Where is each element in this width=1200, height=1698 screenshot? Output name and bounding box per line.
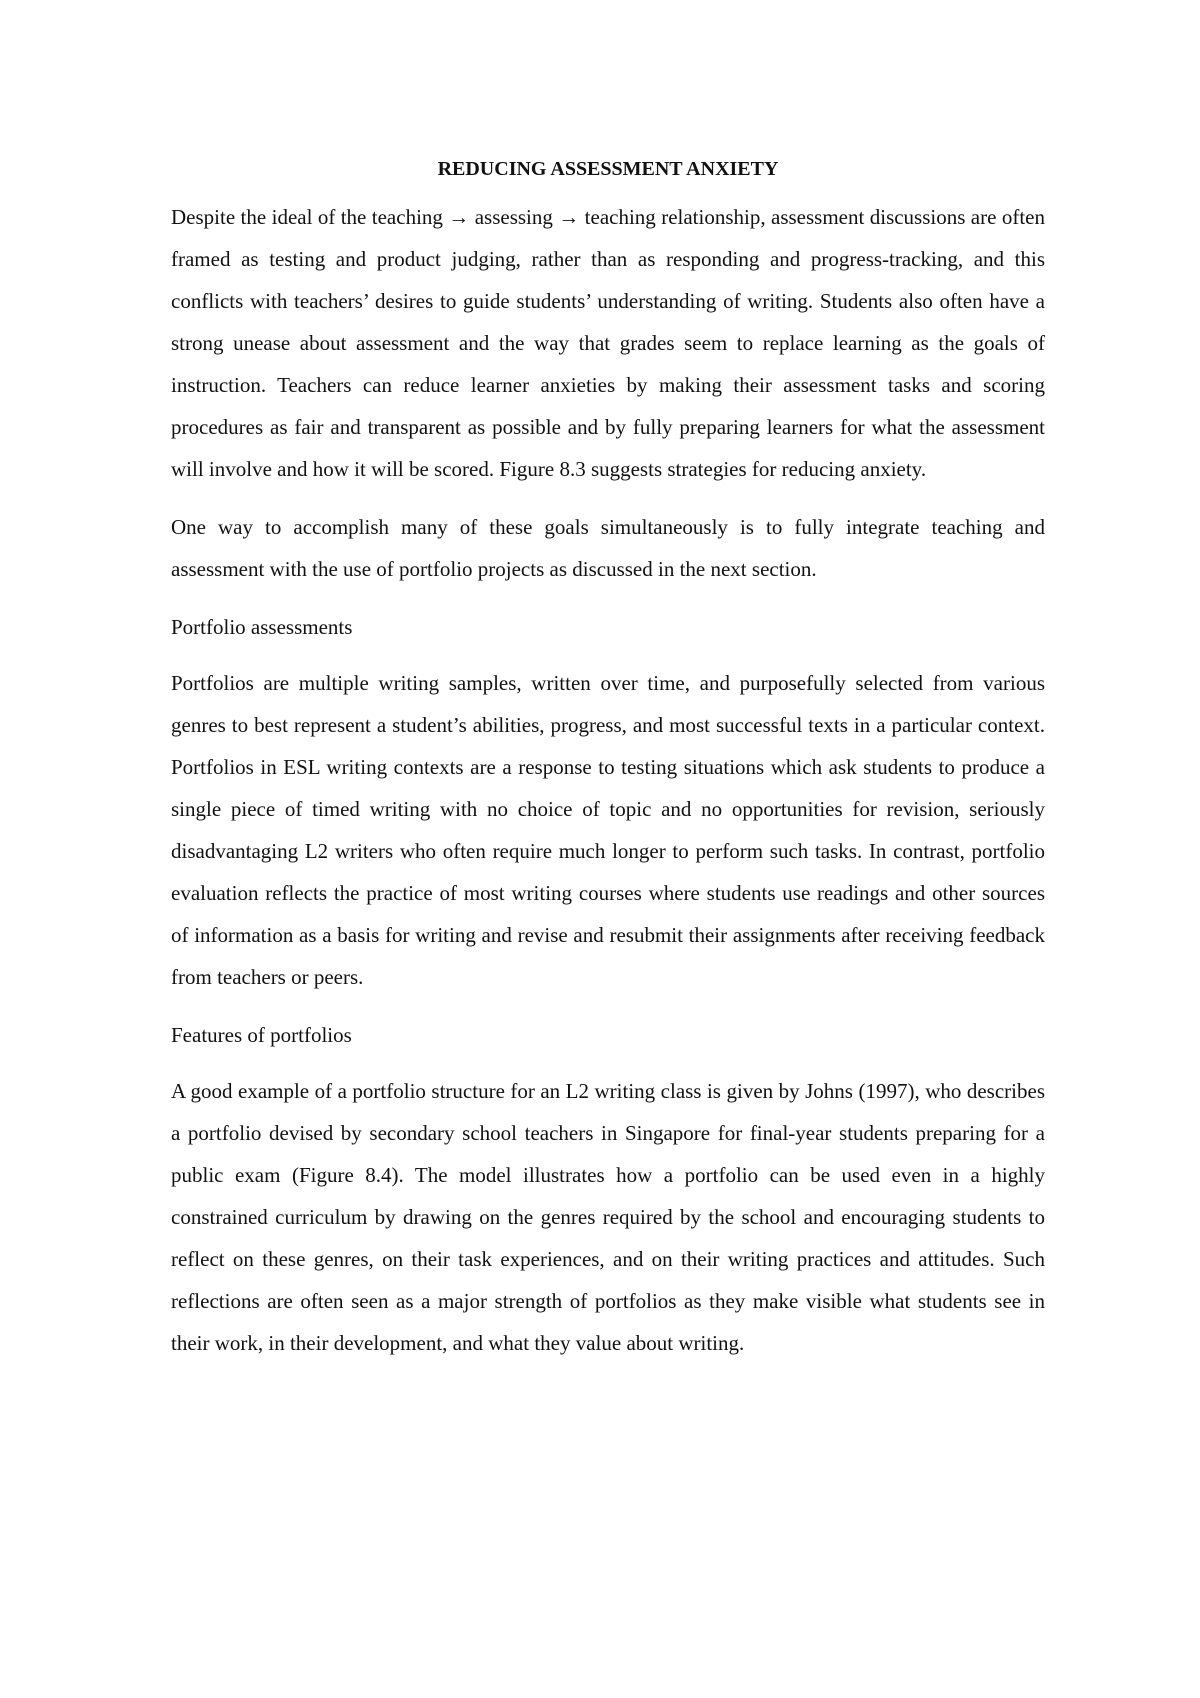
paragraph-portfolios-definition: Portfolios are multiple writing samples, written over time, and purposefully selected from various genres to best represent a student’s abilities, progress, and most successful texts in a particular context. Portfolios in ESL writing contexts are a response to testing situations which ask students to produce a single piece of timed writing with no choice of topic and no opportunities for revision, seriously disadvantaging L2 writers who often require much longer to perform such tasks. In contrast, portfolio evaluation reflects the practice of most writing courses where students use readings and other sources of information as a basis for writing and revise and resubmit their assignments after receiving feedback from teachers or peers. [171,671,1045,989]
document-title: REDUCING ASSESSMENT ANXIETY [437,158,779,180]
paragraph-assessment-anxiety: Despite the ideal of the teaching → assessing → teaching relationship, assessment discussions are often framed as testing and product judging, rather than as responding and progress-tracking, and this conflicts with teachers’ desires to guide students’ understanding of writing. Students also often have a strong unease about assessment and the way that grades seem to replace learning as the goals of instruction. Teachers can reduce learner anxieties by making their assessment tasks and scoring procedures as fair and transparent as possible and by fully preparing learners for what the assessment will involve and how it will be scored. Figure 8.3 suggests strategies for reducing anxiety. [171,205,1045,481]
document-page [171,148,1045,1380]
section-heading-portfolio-assessments: Portfolio assessments [171,615,353,639]
paragraph-integrate-teaching: One way to accomplish many of these goals simultaneously is to fully integrate teaching and assessment with the use of portfolio projects as discussed in the next section. [171,515,1045,581]
paragraph-portfolio-example: A good example of a portfolio structure for an L2 writing class is given by Johns (1997), who describes a portfolio devised by secondary school teachers in Singapore for final-year students preparing for a public exam (Figure 8.4). The model illustrates how a portfolio can be used even in a highly constrained curriculum by drawing on the genres required by the school and encouraging students to reflect on these genres, on their task experiences, and on their writing practices and attitudes. Such reflections are often seen as a major strength of portfolios as they make visible what students see in their work, in their development, and what they value about writing. [171,1079,1045,1355]
section-heading-features-of-portfolios: Features of portfolios [171,1023,352,1047]
